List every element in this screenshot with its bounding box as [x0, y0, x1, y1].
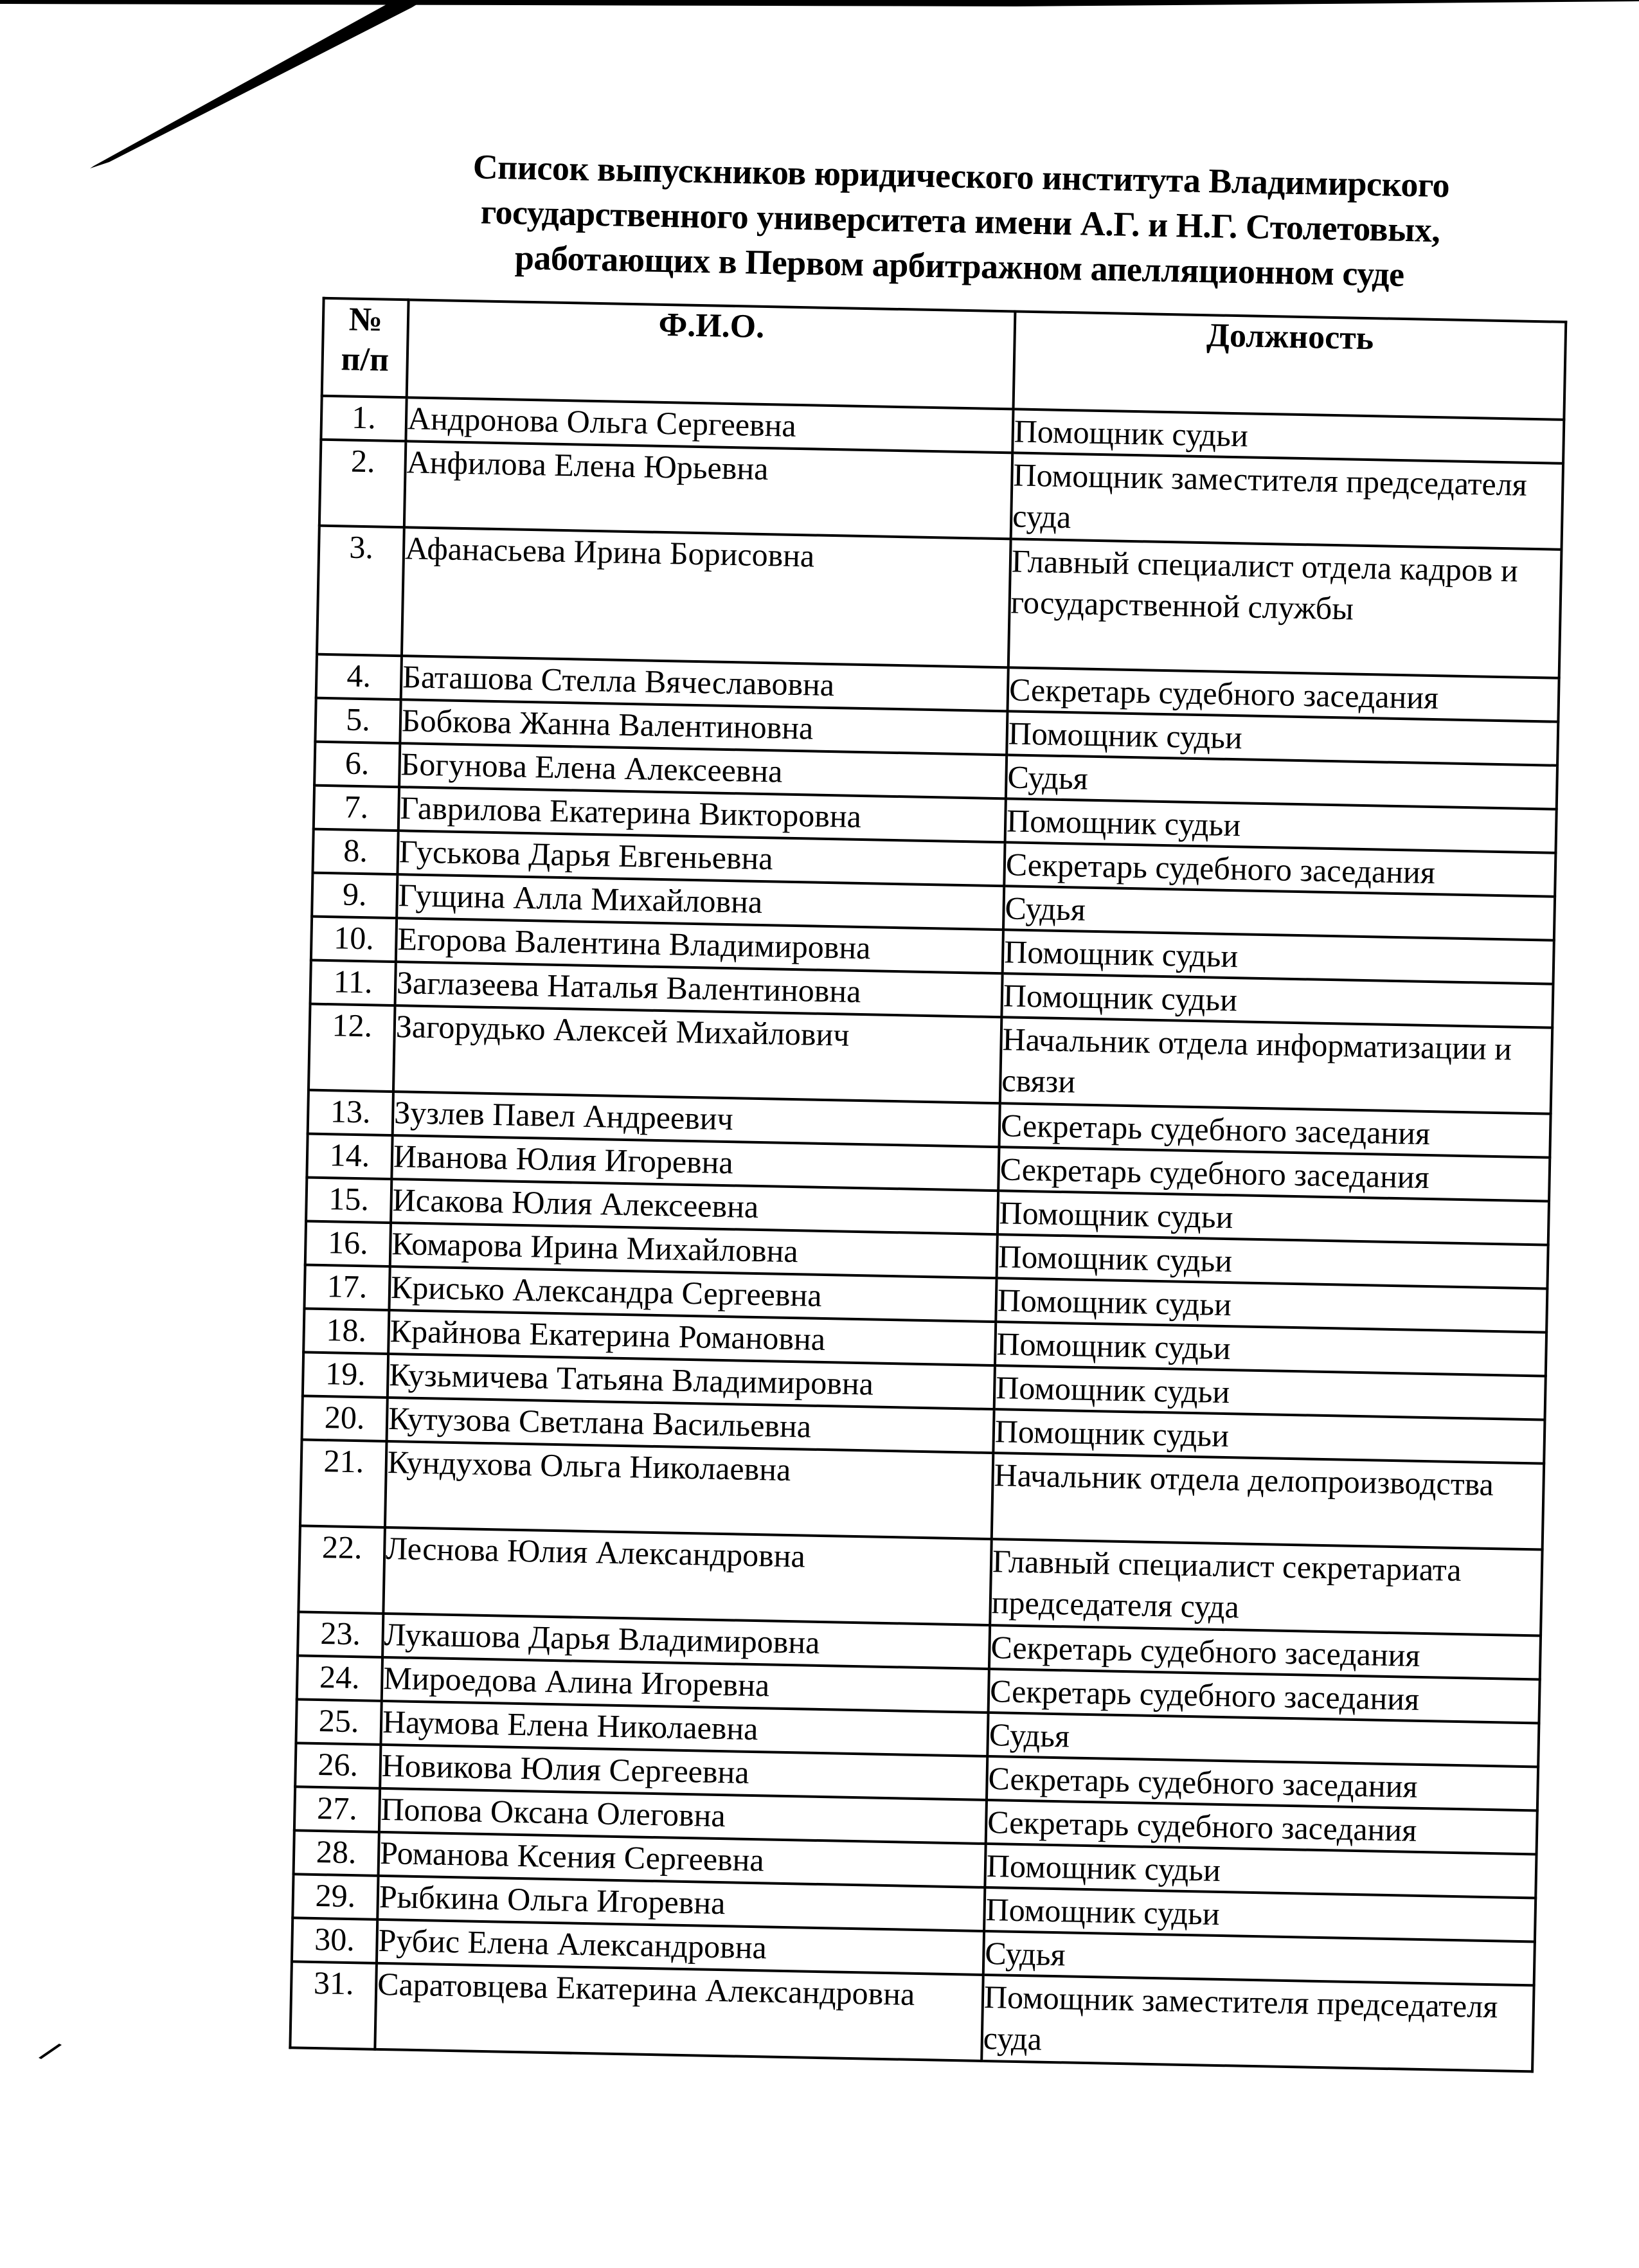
- document-title: [377, 142, 1543, 300]
- row-position: Помощник судьи: [996, 1278, 1547, 1332]
- row-number: 22.: [298, 1526, 385, 1614]
- title-line-2: государственного университета имени А.Г. и Н.Г. Столетовых,: [480, 192, 1440, 250]
- row-name: Лукашова Дарья Владимировна: [382, 1614, 990, 1669]
- row-position: Секретарь судебного заседания: [998, 1147, 1550, 1201]
- row-position: Помощник судьи: [1001, 973, 1553, 1027]
- row-position: Помощник заместителя председателя суда: [981, 1975, 1534, 2071]
- row-number: 12.: [309, 1004, 395, 1092]
- row-position: Судья: [983, 1931, 1535, 1985]
- row-number: 3.: [317, 526, 404, 656]
- row-position: Помощник судьи: [1005, 798, 1557, 852]
- row-name: Леснова Юлия Александровна: [383, 1527, 991, 1625]
- row-name: Егорова Валентина Владимировна: [396, 918, 1003, 973]
- title-line-3: работающих в Первом арбитражном апелляционном суде: [514, 238, 1405, 294]
- row-number: 5.: [315, 698, 400, 744]
- row-number: 30.: [292, 1918, 377, 1963]
- row-number: 31.: [290, 1961, 377, 2049]
- row-position: Судья: [1003, 886, 1555, 940]
- row-name: Комарова Ирина Михайловна: [390, 1223, 998, 1278]
- graduates-table: [289, 297, 1567, 2073]
- row-name: Новикова Юлия Сергеевна: [380, 1745, 987, 1800]
- row-position: Главный специалист секретариата председателя суда: [990, 1539, 1542, 1635]
- row-name: Кундухова Ольга Николаевна: [385, 1441, 993, 1539]
- row-position: Помощник судьи: [985, 1844, 1536, 1898]
- row-name: Богунова Елена Алексеевна: [399, 743, 1007, 798]
- row-name: Анфилова Елена Юрьевна: [404, 441, 1012, 539]
- row-number: 9.: [312, 873, 397, 919]
- row-number: 10.: [311, 917, 397, 962]
- row-number: 8.: [312, 829, 398, 875]
- header-number: № п/п: [322, 298, 409, 398]
- row-name: Рубис Елена Александровна: [377, 1920, 984, 1975]
- row-name: Андронова Ольга Сергеевна: [406, 397, 1013, 453]
- row-position: Помощник заместителя председателя суда: [1011, 453, 1563, 549]
- row-name: Гуськова Дарья Евгеньевна: [397, 831, 1005, 886]
- row-name: Иванова Юлия Игоревна: [391, 1135, 999, 1191]
- row-number: 26.: [295, 1743, 381, 1788]
- table-row: [317, 526, 1561, 678]
- row-number: 7.: [314, 786, 399, 831]
- row-name: Зузлев Павел Андреевич: [393, 1092, 1000, 1147]
- table-body: [290, 396, 1564, 2072]
- row-position: Секретарь судебного заседания: [999, 1103, 1550, 1157]
- header-name: Ф.И.О.: [407, 300, 1016, 409]
- row-name: Наумова Елена Николаевна: [381, 1701, 988, 1756]
- row-name: Исакова Юлия Алексеевна: [391, 1179, 998, 1234]
- row-position: Секретарь судебного заседания: [989, 1669, 1540, 1723]
- row-position: Секретарь судебного заседания: [1004, 842, 1555, 896]
- row-name: Попова Оксана Олеговна: [379, 1788, 987, 1844]
- row-number: 29.: [292, 1874, 378, 1920]
- row-position: Главный специалист отдела кадров и государственной службы: [1008, 539, 1562, 678]
- row-number: 23.: [298, 1612, 383, 1657]
- row-name: Крайнова Екатерина Романовна: [388, 1310, 996, 1365]
- row-position: Начальник отдела информатизации и связи: [1000, 1017, 1552, 1113]
- row-name: Заглазеева Наталья Валентиновна: [395, 962, 1003, 1017]
- row-name: Кузьмичева Татьяна Владимировна: [388, 1354, 995, 1409]
- row-number: 28.: [294, 1830, 379, 1876]
- row-name: Романова Ксения Сергеевна: [379, 1832, 986, 1887]
- row-name: Афанасьева Ирина Борисовна: [402, 527, 1011, 667]
- row-number: 24.: [297, 1655, 382, 1701]
- row-number: 11.: [310, 960, 396, 1006]
- row-position: Помощник судьи: [998, 1191, 1549, 1245]
- row-number: 20.: [302, 1396, 388, 1441]
- row-name: Баташова Стелла Вячеславовна: [401, 656, 1008, 711]
- row-position: Помощник судьи: [1012, 409, 1564, 463]
- row-name: Саратовцева Екатерина Александровна: [375, 1963, 983, 2061]
- row-number: 27.: [294, 1787, 380, 1832]
- row-position: Помощник судьи: [995, 1322, 1546, 1376]
- row-number: 6.: [314, 742, 400, 788]
- row-number: 4.: [316, 654, 402, 700]
- row-name: Гущина Алла Михайловна: [397, 874, 1004, 930]
- row-position: Начальник отдела делопроизводства: [992, 1453, 1544, 1549]
- row-number: 19.: [303, 1352, 388, 1398]
- row-number: 18.: [303, 1308, 389, 1354]
- row-number: 15.: [306, 1178, 391, 1223]
- row-number: 14.: [307, 1134, 392, 1180]
- row-position: Судья: [1006, 755, 1557, 809]
- row-position: Помощник судьи: [997, 1234, 1548, 1288]
- row-number: 21.: [300, 1439, 387, 1527]
- row-position: Секретарь судебного заседания: [986, 1800, 1537, 1854]
- row-number: 2.: [319, 440, 406, 528]
- row-number: 13.: [308, 1090, 393, 1136]
- row-position: Помощник судьи: [984, 1887, 1536, 1941]
- row-name: Рыбкина Ольга Игоревна: [377, 1876, 985, 1931]
- title-line-1: Список выпускников юридического института Владимирского: [472, 147, 1450, 205]
- row-name: Крисько Александра Сергеевна: [389, 1266, 996, 1322]
- row-name: Гаврилова Екатерина Викторовна: [399, 787, 1006, 842]
- row-name: Кутузова Светлана Васильевна: [387, 1398, 994, 1453]
- row-position: Секретарь судебного заседания: [987, 1756, 1538, 1810]
- row-number: 25.: [296, 1699, 381, 1745]
- row-name: Бобкова Жанна Валентиновна: [400, 699, 1007, 755]
- row-position: Помощник судьи: [994, 1365, 1546, 1419]
- row-name: Загорудько Алексей Михайлович: [393, 1005, 1001, 1103]
- row-number: 17.: [304, 1264, 390, 1310]
- row-position: Секретарь судебного заседания: [1007, 667, 1559, 721]
- row-number: 1.: [321, 396, 406, 442]
- row-position: Помощник судьи: [993, 1409, 1545, 1463]
- header-position: Должность: [1014, 311, 1566, 419]
- row-name: Мироедова Алина Игоревна: [382, 1657, 989, 1713]
- row-position: Помощник судьи: [1003, 930, 1554, 984]
- row-position: Помощник судьи: [1007, 711, 1558, 765]
- row-position: Судья: [987, 1713, 1539, 1767]
- row-position: Секретарь судебного заседания: [989, 1625, 1541, 1679]
- row-number: 16.: [305, 1221, 391, 1267]
